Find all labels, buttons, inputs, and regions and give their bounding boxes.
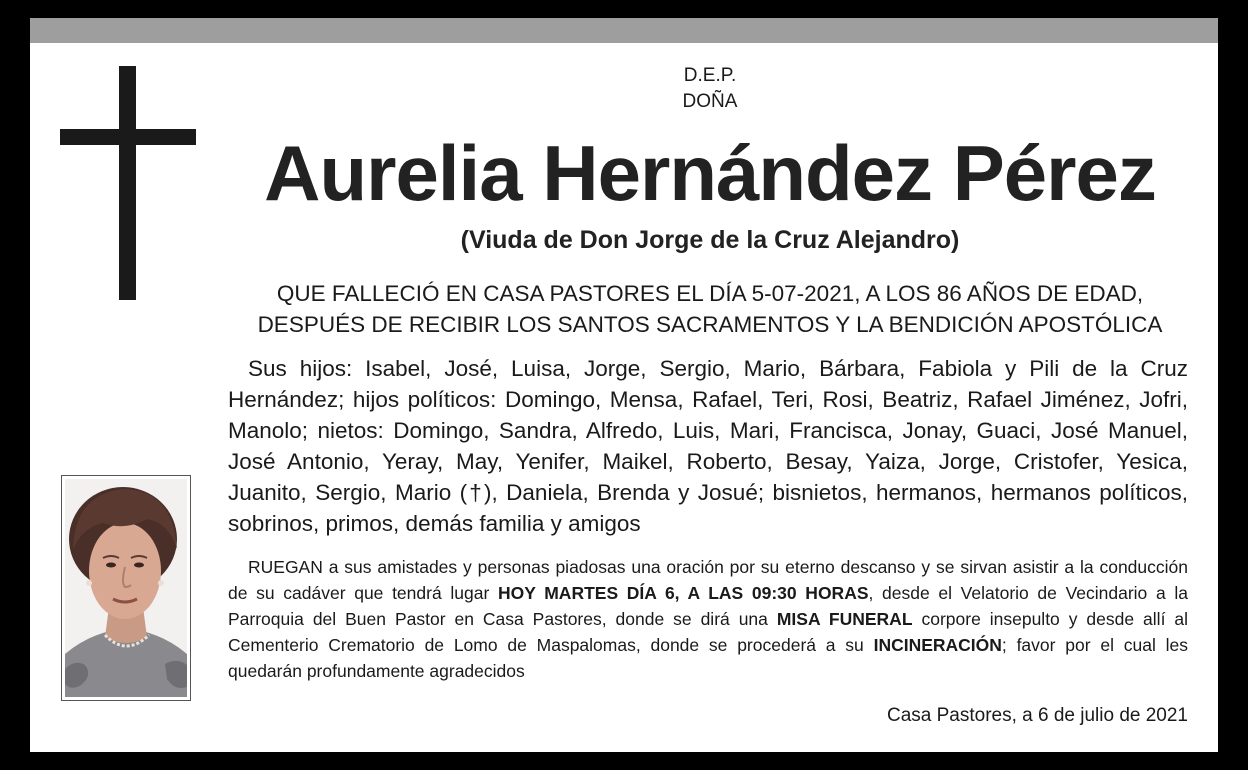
place-date: Casa Pastores, a 6 de julio de 2021 [886,705,1188,726]
death-notice-line-2: DESPUÉS DE RECIBIR LOS SANTOS SACRAMENTOS Y LA BENDICIÓN APOSTÓLICA [257,312,1163,337]
death-notice-line-1: QUE FALLECIÓ EN CASA PASTORES EL DÍA 5-07-2021, A LOS 86 AÑOS DE EDAD, [276,281,1144,306]
obituary-card [30,18,1218,752]
portrait-photo [61,475,191,701]
request-bold-incineration: INCINERACIÓN [873,635,1002,655]
request-bold-mass: MISA FUNERAL [776,609,913,629]
title-prefix: DOÑA [682,91,738,112]
family-list: Sus hijos: Isabel, José, Luisa, Jorge, Sergio, Mario, Bárbara, Fabiola y Pili de la Cruz Hernández; hijos políticos: Domingo, Mensa, Rafael, Teri, Rosi, Beatriz, Rafael Jiménez, Jofri, Manolo; nietos: Domingo, Sandra, Alfredo, Luis, Mari, Francisca, Jonay, Guaci, José Manuel, José Antonio, Yeray, May, Yenifer, Maikel, Roberto, Besay, Yaiza, Jorge, Cristofer, Yesica, Juanito, Sergio, Mario (†), Daniela, Brenda y Josué; bisnietos, hermanos, hermanos políticos, sobrinos, primos, demás familia y amigos [228,356,1188,536]
cross-icon [60,66,196,300]
death-notice [230,278,1190,340]
request-text-3: corpore insepulto y desde allí al Cementerio Crematorio de Lomo de Maspalomas, donde se procederá a su [228,609,1188,655]
request-text-1: RUEGAN a sus amistades y personas piadosas una oración por su eterno descanso y se sirvan asistir a la conducción de su cadáver que tendrá lugar [228,557,1188,603]
funeral-request [228,554,1188,684]
request-bold-time: HOY MARTES DÍA 6, A LAS 09:30 HORAS [497,583,869,603]
widow-note: (Viuda de Don Jorge de la Cruz Alejandro) [460,226,960,254]
portrait-image [65,479,187,697]
request-text-2: , desde el Velatorio de Vecindario a la Parroquia del Buen Pastor en Casa Pastores, donde se dirá una [228,583,1188,629]
dep-label: D.E.P. [683,65,737,86]
deceased-name: Aurelia Hernández Pérez [264,129,1156,217]
top-bar [30,18,1218,43]
request-text-4: ; favor por el cual les quedarán profundamente agradecidos [228,635,1188,681]
